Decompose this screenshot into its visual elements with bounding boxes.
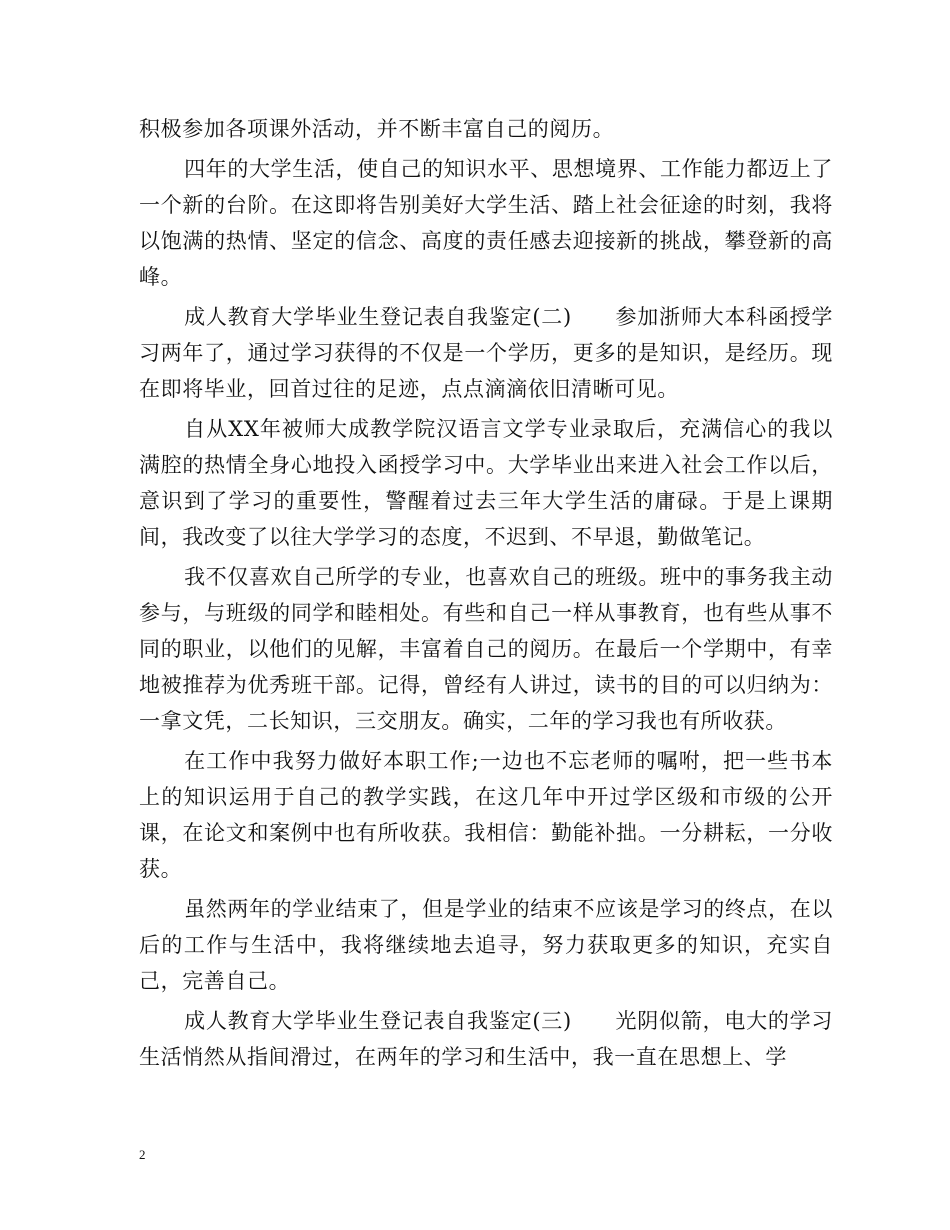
paragraph-conclusion: 虽然两年的学业结束了，但是学业的结束不应该是学习的终点，在以后的工作与生活中，我将继续地去追寻，努力获取更多的知识，充实自己，完善自己。 [139, 897, 833, 993]
paragraph-self-assessment-3: 成人教育大学毕业生登记表自我鉴定(三) 光阴似箭，电大的学习生活悄然从指间滑过，在两年的学习和生活中，我一直在思想上、学 [139, 1009, 833, 1069]
page-number: 2 [139, 1147, 146, 1162]
paragraph-class-life: 我不仅喜欢自己所学的专业，也喜欢自己的班级。班中的事务我主动参与，与班级的同学和睦相处。有些和自己一样从事教育，也有些从事不同的职业，以他们的见解，丰富着自己的阅历。在最后一个学期中，有幸地被推荐为优秀班干部。记得，曾经有人讲过，读书的目的可以归纳为：一拿文凭，二长知识，三交朋友。确实，二年的学习我也有所收获。 [139, 565, 833, 733]
paragraph-continuation: 积极参加各项课外活动，并不断丰富自己的阅历。 [139, 117, 615, 141]
paragraph-work: 在工作中我努力做好本职工作;一边也不忘老师的嘱咐，把一些书本上的知识运用于自己的教学实践，在这几年中开过学区级和市级的公开课，在论文和案例中也有所收获。我相信：勤能补拙。一分耕耘，一分收获。 [139, 749, 833, 881]
document-body [139, 111, 833, 1079]
paragraph-self-assessment-2: 成人教育大学毕业生登记表自我鉴定(二) 参加浙师大本科函授学习两年了，通过学习获得的不仅是一个学历，更多的是知识，是经历。现在即将毕业，回首过往的足迹，点点滴滴依旧清晰可见。 [139, 305, 833, 401]
paragraph-enrollment: 自从XX年被师大成教学院汉语言文学专业录取后，充满信心的我以满腔的热情全身心地投入函授学习中。大学毕业出来进入社会工作以后，意识到了学习的重要性，警醒着过去三年大学生活的庸碌。于是上课期间，我改变了以往大学学习的态度，不迟到、不早退，勤做笔记。 [139, 417, 833, 549]
paragraph-four-years: 四年的大学生活，使自己的知识水平、思想境界、工作能力都迈上了一个新的台阶。在这即将告别美好大学生活、踏上社会征途的时刻，我将以饱满的热情、坚定的信念、高度的责任感去迎接新的挑战，攀登新的高峰。 [139, 157, 833, 289]
